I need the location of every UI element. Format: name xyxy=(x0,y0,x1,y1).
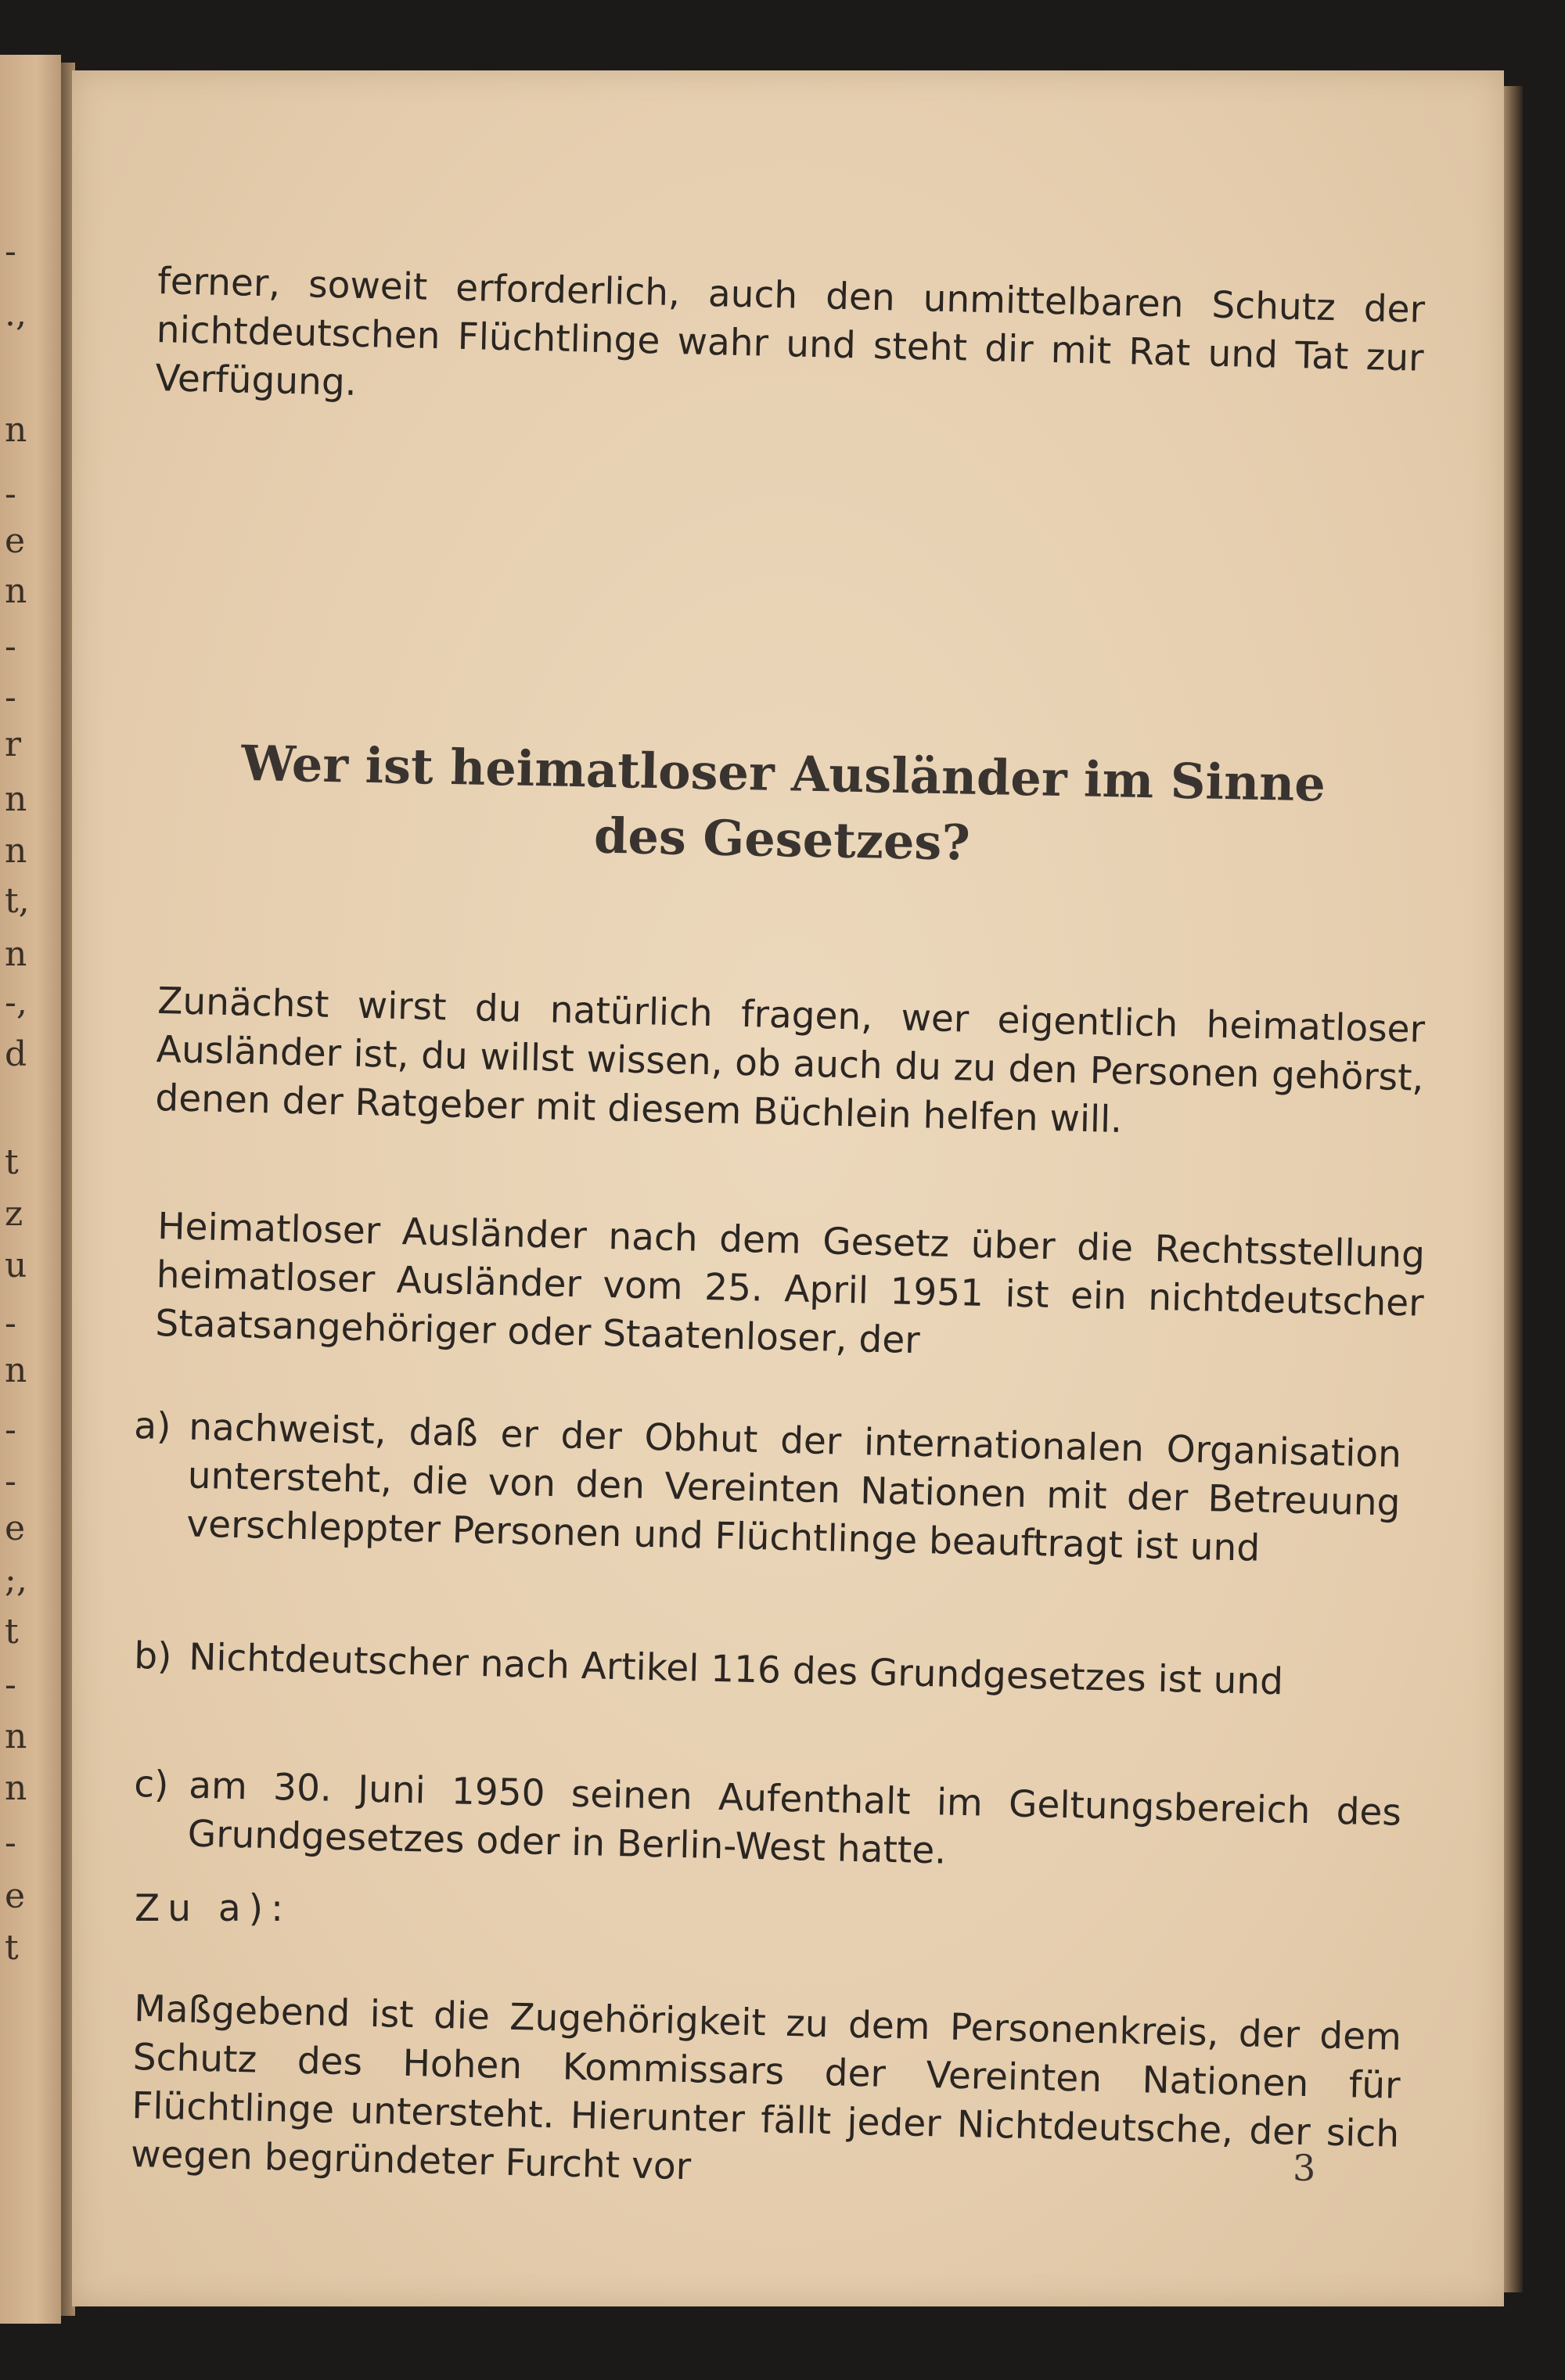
paragraph-definition: Heimatloser Ausländer nach dem Gesetz über die Rechtsstellung heimatloser Ausländer vom 25. April 1951 ist ein nichtdeutscher Staatsangehöriger oder Staatenloser, der xyxy=(154,1204,1426,1363)
list-marker: a) xyxy=(133,1404,172,1449)
criteria-item-b xyxy=(133,1632,1402,1730)
subheading-zu-a: Zu a): xyxy=(135,1887,291,1930)
prev-page-fragment: - xyxy=(5,474,16,514)
criteria-item-a xyxy=(131,1402,1401,1597)
prev-page-fragment: t xyxy=(5,1612,19,1652)
list-marker: c) xyxy=(133,1762,170,1807)
list-item-text: Nichtdeutscher nach Artikel 116 des Grundgesetzes ist und xyxy=(188,1635,1284,1704)
heading-line-2: des Gesetzes? xyxy=(593,807,971,872)
previous-page-edge xyxy=(0,55,61,2324)
prev-page-fragment: - xyxy=(5,1823,16,1863)
prev-page-fragment: n xyxy=(5,831,27,871)
page-edge-shadow xyxy=(1504,86,1523,2292)
prev-page-fragment: - xyxy=(5,678,16,717)
prev-page-fragment: n xyxy=(5,1717,27,1756)
prev-page-fragment: e xyxy=(5,1876,26,1916)
intro-paragraph: ferner, soweit erforderlich, auch den unmittelbaren Schutz der nichtdeutschen Flüchtlinge wahr und steht dir mit Rat und Tat zur Verfügung. xyxy=(154,259,1426,404)
list-item-text: am 30. Juni 1950 seinen Aufenthalt im Geltungsbereich des Grundgesetzes oder in Berlin-West hatte. xyxy=(187,1763,1402,1873)
prev-page-fragment: ., xyxy=(5,294,27,334)
prev-page-fragment: - xyxy=(5,1665,16,1705)
criteria-item-c xyxy=(132,1760,1402,1907)
paragraph-question: Zunächst wirst du natürlich fragen, wer eigentlich heimatloser Ausländer ist, du willst wissen, ob auch du zu den Personen gehörst, denen der Ratgeber mit diesem Büchlein helfen will. xyxy=(154,979,1426,1141)
prev-page-fragment: - xyxy=(5,1461,16,1501)
prev-page-fragment: t xyxy=(5,1142,19,1182)
list-marker: b) xyxy=(133,1634,173,1679)
paragraph-explanation: Maßgebend ist die Zugehörigkeit zu dem Personenkreis, der dem Schutz des Hohen Kommissars der Vereinten Nationen für Flüchtlinge untersteht. Hierunter fällt jeder Nichtdeutsche, der sich wegen begründeter Furcht vor xyxy=(130,1986,1402,2189)
prev-page-fragment: r xyxy=(5,724,22,764)
prev-page-fragment: - xyxy=(5,1303,16,1343)
prev-page-fragment: u xyxy=(5,1246,27,1285)
page-number: 3 xyxy=(1293,2147,1316,2189)
section-heading xyxy=(164,729,1402,884)
prev-page-fragment: - xyxy=(5,232,16,271)
prev-page-fragment: - xyxy=(5,627,16,667)
prev-page-fragment: t xyxy=(5,1928,19,1968)
prev-page-fragment: z xyxy=(5,1194,23,1234)
prev-page-fragment: n xyxy=(5,571,27,611)
prev-page-fragment: ;, xyxy=(5,1560,27,1600)
prev-page-fragment: n xyxy=(5,934,27,974)
heading-line-1: Wer ist heimatloser Ausländer im Sinne xyxy=(240,734,1326,812)
prev-page-fragment: n xyxy=(5,1350,27,1390)
prev-page-fragment: e xyxy=(5,1508,26,1548)
prev-page-fragment: d xyxy=(5,1034,27,1074)
prev-page-fragment: e xyxy=(5,521,26,561)
list-item-text: nachweist, daß er der Obhut der internationalen Organisation untersteht, die von den Vereinten Nationen mit der Betreuung verschleppter Personen und Flüchtlinge beauftragt ist und xyxy=(185,1405,1402,1570)
prev-page-fragment: n xyxy=(5,779,27,819)
prev-page-fragment: - xyxy=(5,1410,16,1450)
prev-page-fragment: t, xyxy=(5,881,30,921)
prev-page-fragment: n xyxy=(5,410,27,450)
prev-page-fragment: n xyxy=(5,1768,27,1808)
prev-page-fragment: -, xyxy=(5,983,27,1023)
book-page xyxy=(72,70,1504,2306)
